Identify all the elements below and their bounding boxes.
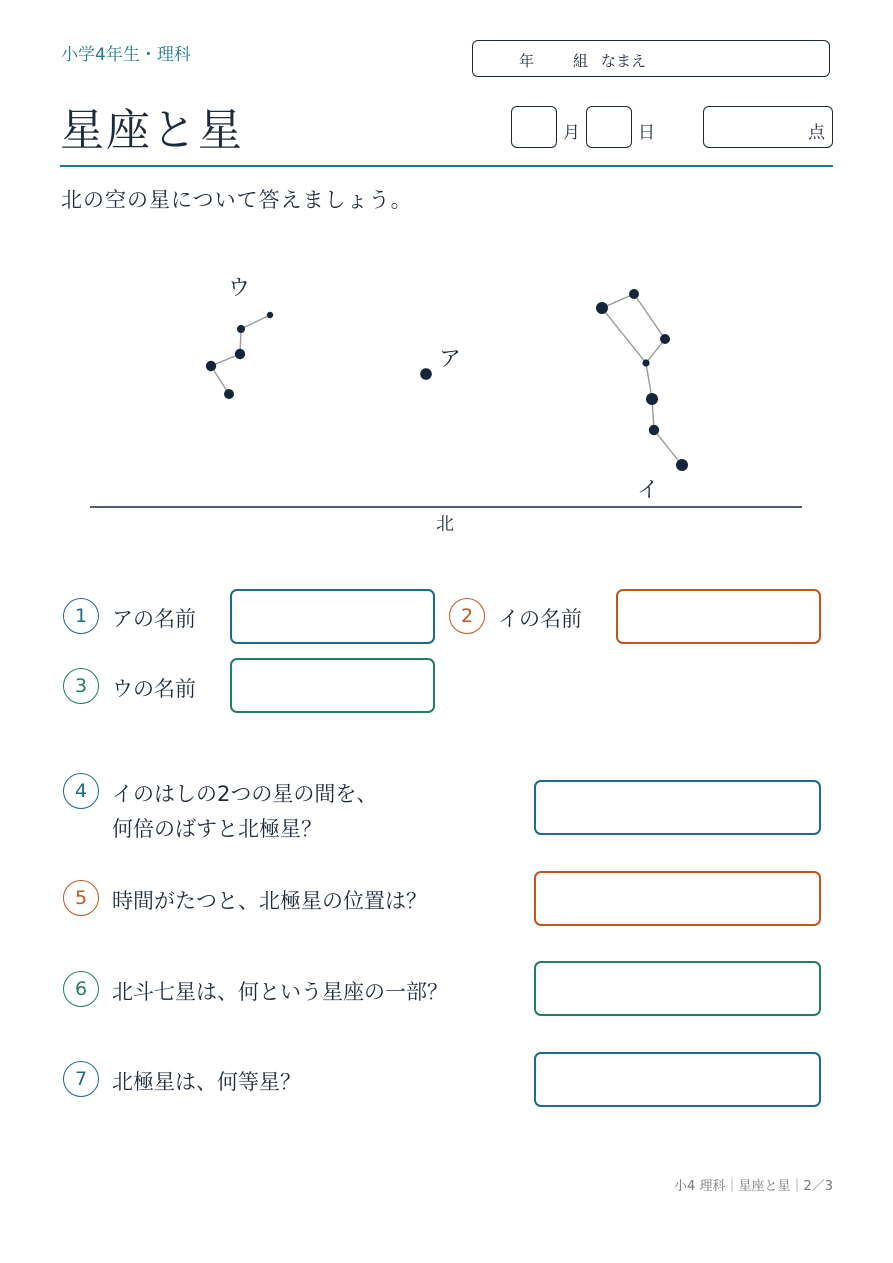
day-label: 日: [638, 123, 655, 143]
question-number-6: 6: [63, 971, 99, 1007]
month-input-box[interactable]: [511, 106, 557, 148]
question-number-4: 4: [63, 773, 99, 809]
question-6-text: 北斗七星は、何という星座の一部？: [112, 980, 448, 1004]
star-i-4: [642, 359, 649, 366]
answer-box-7[interactable]: [534, 1052, 821, 1107]
page-footer: 小4 理科｜星座と星｜2／3: [674, 1179, 833, 1194]
answer-box-1[interactable]: [230, 589, 435, 644]
star-i-6: [649, 425, 659, 435]
class-label: 組: [573, 52, 589, 70]
big-dipper-constellation: [602, 294, 682, 465]
year-label: 年: [519, 52, 535, 70]
instruction-text: 北の空の星について答えましょう。: [61, 188, 413, 212]
question-5-text: 時間がたつと、北極星の位置は？: [112, 889, 427, 913]
name-field-box[interactable]: [472, 40, 830, 77]
answer-box-6[interactable]: [534, 961, 821, 1016]
name-label: なまえ: [601, 52, 647, 70]
answer-box-2[interactable]: [616, 589, 821, 644]
star-i-1: [596, 302, 608, 314]
question-1-text: アの名前: [112, 607, 196, 631]
question-4-text-line2: 何倍のばすと北極星？: [112, 817, 322, 841]
score-input-box[interactable]: [703, 106, 833, 148]
header-divider: [60, 165, 833, 167]
month-label: 月: [563, 123, 580, 143]
question-2-text: イの名前: [498, 607, 582, 631]
star-u-2: [237, 325, 245, 333]
answer-box-4[interactable]: [534, 780, 821, 835]
star-i-5: [646, 393, 658, 405]
answer-box-5[interactable]: [534, 871, 821, 926]
label-a: ア: [439, 347, 462, 372]
question-number-1: 1: [63, 598, 99, 634]
horizon-label-north: 北: [436, 514, 454, 535]
question-4-text-line1: イのはしの2つの星の間を、: [112, 782, 378, 806]
label-i: イ: [637, 478, 660, 503]
star-u-4: [206, 361, 216, 371]
star-u-5: [224, 389, 234, 399]
label-u: ウ: [228, 276, 251, 301]
star-i-3: [660, 334, 670, 344]
day-input-box[interactable]: [586, 106, 632, 148]
question-number-3: 3: [63, 668, 99, 704]
page-title: 星座と星: [60, 105, 244, 156]
star-u-3: [235, 349, 245, 359]
polaris-star: [420, 368, 432, 380]
question-number-7: 7: [63, 1061, 99, 1097]
question-7-text: 北極星は、何等星？: [112, 1070, 301, 1094]
star-i-2: [629, 289, 639, 299]
question-3-text: ウの名前: [112, 677, 196, 701]
subject-label: 小学4年生・理科: [61, 45, 191, 65]
star-i-7: [676, 459, 688, 471]
question-number-2: 2: [449, 598, 485, 634]
score-label: 点: [808, 123, 825, 143]
question-number-5: 5: [63, 880, 99, 916]
answer-box-3[interactable]: [230, 658, 435, 713]
star-u-1: [267, 312, 273, 318]
north-sky-diagram: [0, 240, 893, 540]
